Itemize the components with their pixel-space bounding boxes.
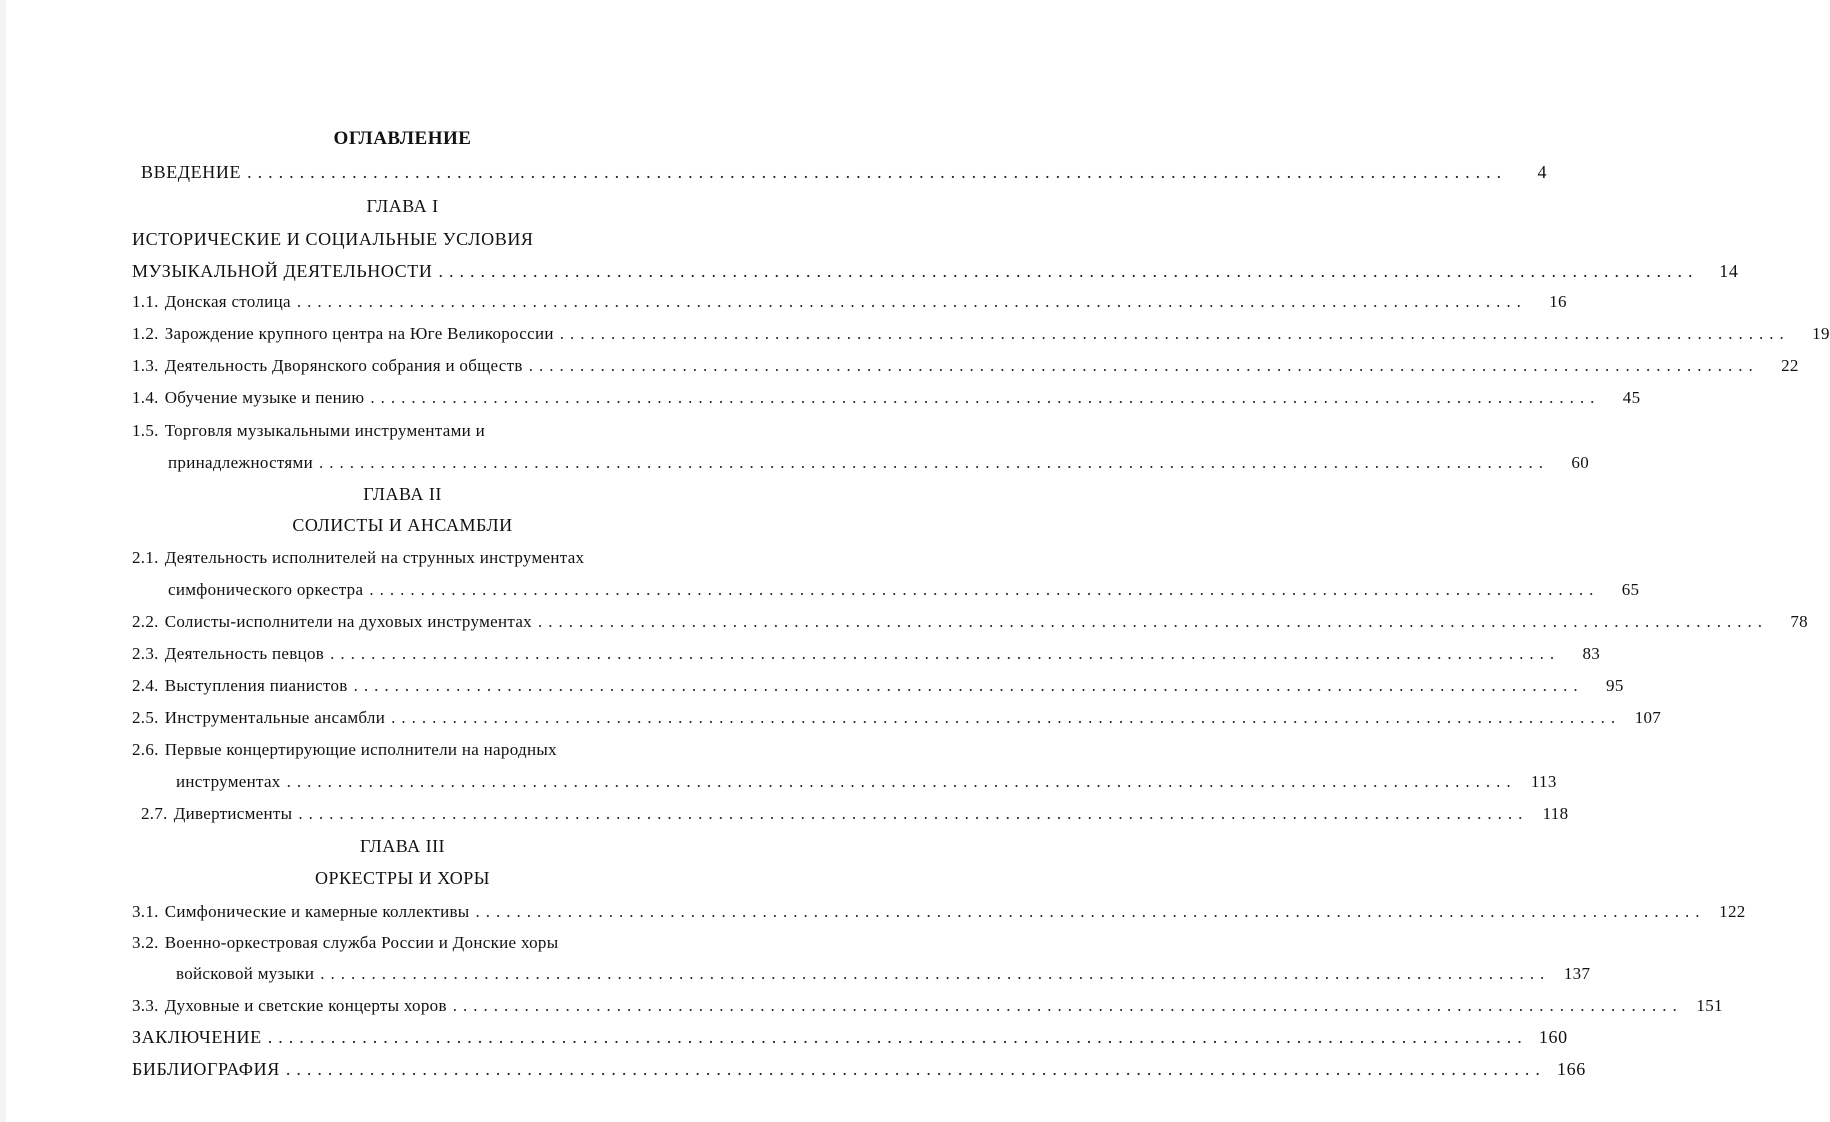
chapter2-heading: ГЛАВА II [363,484,442,504]
toc-entry-1-2 [132,324,1830,344]
page-number: 113 [1530,772,1557,791]
leader-dots: ........................................................................................................................ [370,388,1601,407]
page-number: 166 [1557,1059,1586,1079]
section-number: 3.1. [132,902,159,921]
section-title: Выступления пианистов [164,676,348,695]
section-title: Инструментальные ансамбли [164,708,386,727]
section-title: Донская столица [164,292,291,311]
toc-entry-2-5 [132,708,1662,728]
toc-entry-intro [141,162,1548,183]
toc-entry-1-3 [132,356,1799,376]
toc-entry-conclusion [132,1027,1568,1048]
section-number: 2.7. [141,804,168,823]
section-number: 2.6. [132,740,159,759]
leader-dots: ........................................................................................................................ [330,644,1561,663]
page-number: 60 [1571,453,1590,472]
section-title: Военно-оркестровая служба России и Донские хоры [164,933,559,952]
section-number: 1.1. [132,292,159,311]
page-number: 83 [1582,644,1601,663]
section-title: Деятельность певцов [164,644,325,663]
leader-dots: ........................................................................................................................ [286,772,1517,791]
section-number: 2.1. [132,548,159,567]
page-number: 122 [1719,902,1746,921]
page-number: 16 [1549,292,1567,311]
page-number: 151 [1696,996,1723,1015]
leader-dots: ........................................................................................................................ [319,453,1550,472]
leader-dots: ........................................................................................................................ [452,996,1683,1015]
page-number: 14 [1719,261,1739,281]
toc-entry-bibliography [132,1059,1586,1080]
leader-dots: ........................................................................................................................ [267,1027,1528,1047]
chapter3-heading: ГЛАВА III [359,836,446,856]
toc-entry-3-3 [132,996,1723,1016]
section-title-cont: принадлежностями [168,453,314,472]
page-number: 137 [1563,964,1591,983]
leader-dots: ........................................................................................................................ [528,356,1759,375]
page-number: 19 [1812,324,1830,343]
toc-entry-chapter1 [132,261,1739,282]
section-number: 2.3. [132,644,159,663]
toc-entry-2-6 [176,772,1557,792]
chapter3-title: ОРКЕСТРЫ И ХОРЫ [314,868,490,888]
leader-dots: ........................................................................................................................ [247,162,1508,182]
leader-dots: ........................................................................................................................ [285,1059,1546,1079]
chapter1-heading: ГЛАВА I [366,196,439,216]
section-title: Симфонические и камерные коллективы [164,902,470,921]
leader-dots: ........................................................................................................................ [320,964,1551,983]
toc-entry-2-1-line1 [132,548,584,568]
section-number: 3.2. [132,933,159,952]
page-number: 107 [1634,708,1662,727]
section-title-cont: инструментах [176,772,281,791]
section-title: Дивертисменты [173,804,293,823]
leader-dots: ........................................................................................................................ [438,261,1699,281]
page-number: 22 [1781,356,1799,375]
entry-label: ВВЕДЕНИЕ [141,162,242,182]
chapter1-title-line1: ИСТОРИЧЕСКИЕ И СОЦИАЛЬНЫЕ УСЛОВИЯ [132,229,534,249]
toc-entry-1-5 [168,453,1590,473]
toc-entry-1-5-line1 [132,421,485,441]
page-number: 4 [1537,162,1548,182]
section-title-cont: симфонического оркестра [168,580,364,599]
section-number: 2.2. [132,612,159,631]
toc-title: ОГЛАВЛЕНИЕ [333,128,472,149]
toc-entry-2-4 [132,676,1624,696]
toc-entry-2-2 [132,612,1808,632]
section-title-cont: войсковой музыки [176,964,315,983]
section-title: Первые концертирующие исполнители на народных [164,740,557,759]
page-number: 78 [1790,612,1808,631]
section-title: Солисты-исполнители на духовых инструментах [164,612,532,631]
toc-entry-1-1 [132,292,1567,312]
section-number: 1.2. [132,324,159,343]
page-number: 160 [1538,1027,1568,1047]
leader-dots: ........................................................................................................................ [475,902,1706,921]
section-title: Духовные и светские концерты хоров [164,996,447,1015]
section-title: Зарождение крупного центра на Юге Великороссии [164,324,554,343]
section-number: 2.5. [132,708,159,727]
page-number: 65 [1621,580,1640,599]
leader-dots: ........................................................................................................................ [353,676,1584,695]
page-number: 95 [1606,676,1624,695]
section-number: 1.5. [132,421,159,440]
chapter2-title: СОЛИСТЫ И АНСАМБЛИ [292,515,513,535]
toc-entry-3-2 [176,964,1591,984]
page-number: 45 [1622,388,1641,407]
toc-entry-1-4 [132,388,1641,408]
section-number: 2.4. [132,676,159,695]
section-number: 1.3. [132,356,159,375]
toc-entry-2-1 [168,580,1640,600]
entry-label: БИБЛИОГРАФИЯ [132,1059,280,1079]
toc-entry-2-6-line1 [132,740,557,760]
leader-dots: ........................................................................................................................ [391,708,1622,727]
section-title: Деятельность исполнителей на струнных инструментах [164,548,585,567]
page-number: 118 [1542,804,1569,823]
entry-label: МУЗЫКАЛЬНОЙ ДЕЯТЕЛЬНОСТИ [132,261,433,281]
section-number: 1.4. [132,388,159,407]
leader-dots: ........................................................................................................................ [537,612,1768,631]
section-title: Деятельность Дворянского собрания и обществ [164,356,523,375]
toc-entry-2-3 [132,644,1601,664]
leader-dots: ........................................................................................................................ [296,292,1527,311]
toc-entry-3-1 [132,902,1746,922]
toc-entry-3-2-line1 [132,933,558,953]
toc-entry-2-7 [141,804,1569,824]
section-title: Торговля музыкальными инструментами и [164,421,485,440]
leader-dots: ........................................................................................................................ [559,324,1790,343]
leader-dots: ........................................................................................................................ [298,804,1529,823]
leader-dots: ........................................................................................................................ [369,580,1600,599]
entry-label: ЗАКЛЮЧЕНИЕ [132,1027,262,1047]
section-title: Обучение музыке и пению [164,388,365,407]
section-number: 3.3. [132,996,159,1015]
